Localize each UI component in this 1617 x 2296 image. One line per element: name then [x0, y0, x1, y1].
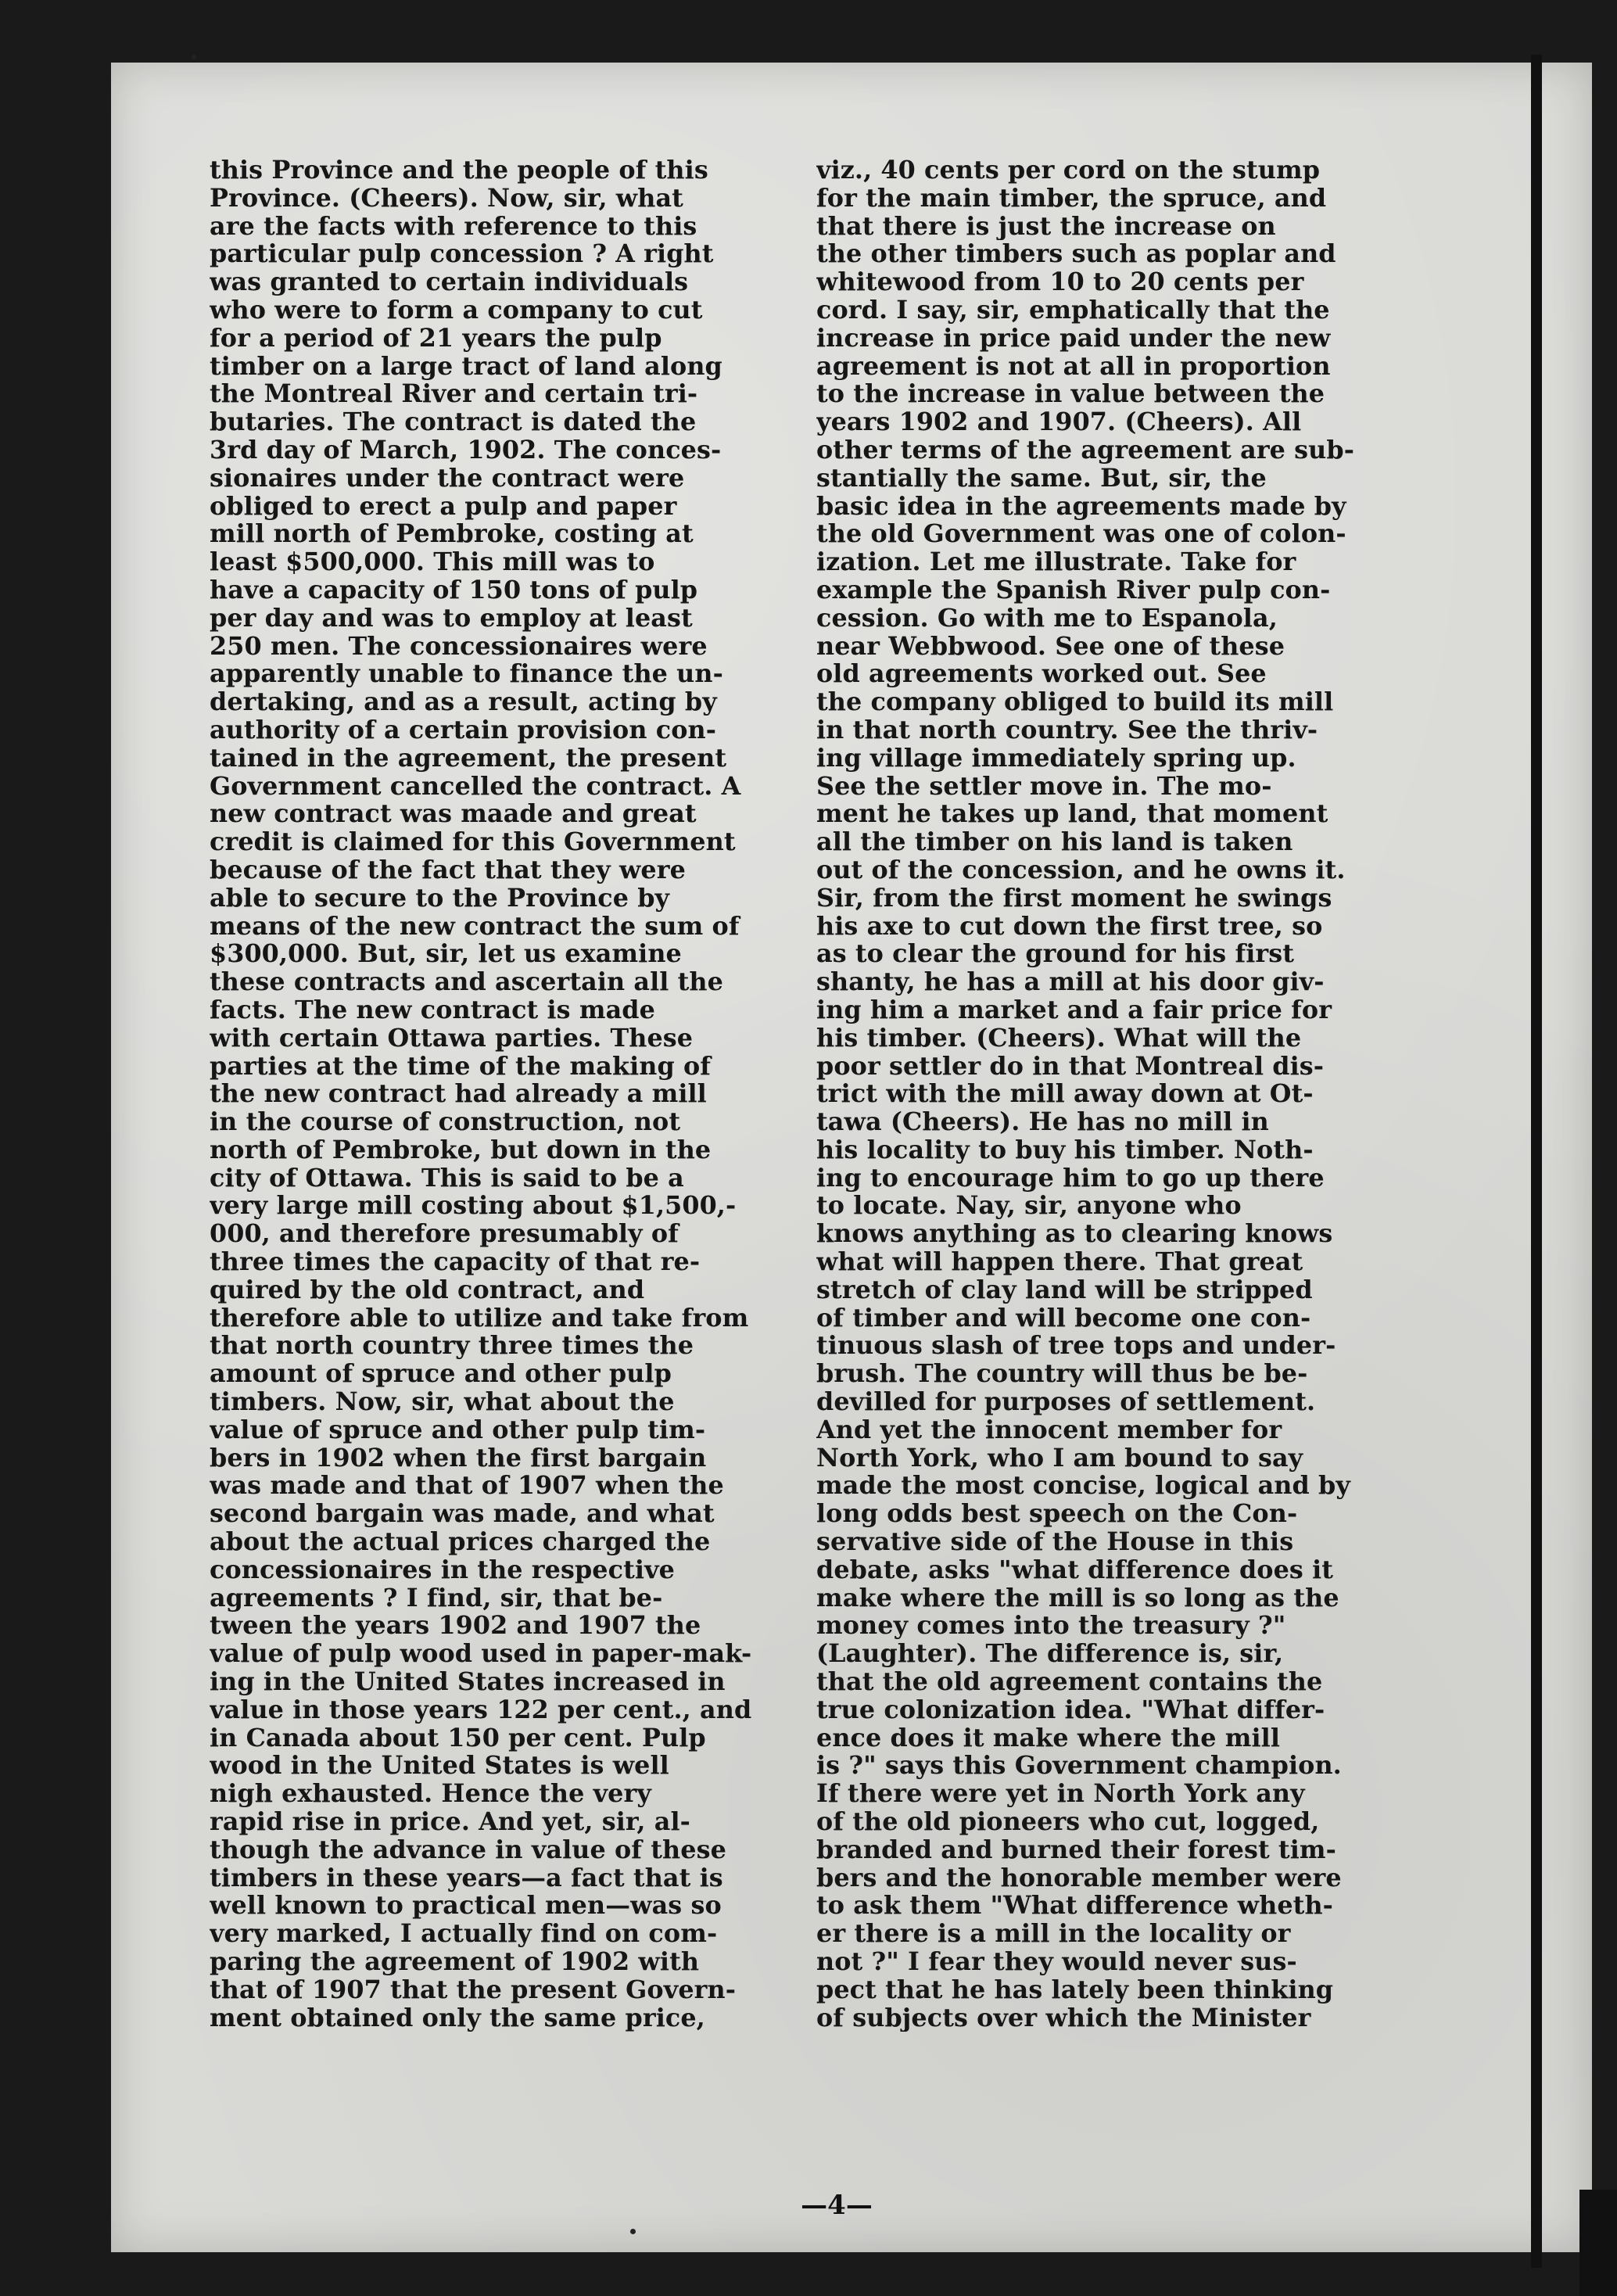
text-line: Sir, from the first moment he swings — [816, 884, 1332, 913]
text-line: what will happen there. That great — [816, 1248, 1303, 1276]
text-line: old agreements worked out. See — [816, 660, 1267, 689]
text-line: amount of spruce and other pulp — [210, 1360, 672, 1389]
text-line: example the Spanish River pulp con- — [816, 576, 1331, 604]
text-line: least $500,000. This mill was to — [210, 548, 655, 576]
text-line: out of the concession, and he owns it. — [816, 856, 1346, 884]
text-line: tained in the agreement, the present — [210, 744, 727, 773]
text-line: make where the mill is so long as the — [816, 1584, 1339, 1613]
text-line: to ask them "What difference wheth- — [816, 1892, 1333, 1921]
ink-speck — [192, 55, 196, 59]
text-line: near Webbwood. See one of these — [816, 632, 1285, 661]
text-line: (Laughter). The difference is, sir, — [816, 1640, 1284, 1669]
text-line: cord. I say, sir, emphatically that the — [816, 296, 1330, 325]
text-line: trict with the mill away down at Ot- — [816, 1080, 1314, 1109]
text-line: the Montreal River and certain tri- — [210, 380, 698, 409]
text-line: nigh exhausted. Hence the very — [210, 1780, 651, 1809]
ink-speck — [630, 2229, 636, 2234]
text-line: brush. The country will thus be be- — [816, 1360, 1308, 1389]
text-line: that the old agreement contains the — [816, 1668, 1323, 1696]
text-line: obliged to erect a pulp and paper — [210, 492, 677, 521]
text-line: these contracts and ascertain all the — [210, 968, 723, 996]
right-text-column — [816, 156, 1403, 2032]
text-line: poor settler do in that Montreal dis- — [816, 1052, 1325, 1081]
text-line: about the actual prices charged the — [210, 1528, 711, 1556]
text-line: Government cancelled the contract. A — [210, 772, 741, 801]
text-line: quired by the old contract, and — [210, 1275, 645, 1304]
text-line: 000, and therefore presumably of — [210, 1220, 679, 1249]
text-line: three times the capacity of that re- — [210, 1248, 701, 1276]
text-line: viz., 40 cents per cord on the stump — [816, 156, 1321, 185]
text-line: value in those years 122 per cent., and — [210, 1695, 752, 1724]
text-line: Province. (Cheers). Now, sir, what — [210, 184, 683, 213]
text-line: for a period of 21 years the pulp — [210, 324, 662, 353]
text-line: not ?" I fear they would never sus- — [816, 1948, 1297, 1976]
text-line: If there were yet in North York any — [816, 1780, 1305, 1809]
text-line: increase in price paid under the new — [816, 324, 1331, 353]
text-line: dertaking, and as a result, acting by — [210, 688, 717, 716]
text-line: years 1902 and 1907. (Cheers). All — [816, 408, 1302, 436]
text-line: agreements ? I find, sir, that be- — [210, 1584, 663, 1613]
text-line: 3rd day of March, 1902. The conces- — [210, 436, 722, 465]
text-line: value of pulp wood used in paper-mak- — [210, 1640, 752, 1669]
text-line: his locality to buy his timber. Noth- — [816, 1135, 1314, 1164]
text-line: pect that he has lately been thinking — [816, 1975, 1334, 2004]
text-line: ence does it make where the mill — [816, 1724, 1281, 1752]
text-line: tinuous slash of tree tops and under- — [816, 1332, 1336, 1361]
text-line: in the course of construction, not — [210, 1108, 681, 1136]
text-line: stretch of clay land will be stripped — [816, 1275, 1313, 1304]
text-line: to locate. Nay, sir, anyone who — [816, 1192, 1242, 1221]
text-line: mill north of Pembroke, costing at — [210, 520, 694, 549]
text-line: ing village immediately spring up. — [816, 744, 1296, 773]
text-line: as to clear the ground for his first — [816, 940, 1295, 969]
text-line: North York, who I am bound to say — [816, 1444, 1303, 1473]
page-edge-divider — [1531, 55, 1542, 2268]
text-line: in that north country. See the thriv- — [816, 716, 1318, 744]
text-line: butaries. The contract is dated the — [210, 408, 697, 436]
text-line: to the increase in value between the — [816, 380, 1325, 409]
text-line: this Province and the people of this — [210, 156, 708, 185]
text-line: his axe to cut down the first tree, so — [816, 912, 1323, 941]
text-line: ing him a market and a fair price for — [816, 996, 1332, 1024]
text-line: 250 men. The concessionaires were — [210, 632, 708, 661]
text-line: See the settler move in. The mo- — [816, 772, 1272, 801]
text-line: of the old pioneers who cut, logged, — [816, 1808, 1320, 1836]
text-line: agreement is not at all in proportion — [816, 352, 1331, 381]
text-line: devilled for purposes of settlement. — [816, 1388, 1316, 1416]
text-line: bers and the honorable member were — [816, 1864, 1342, 1892]
text-line: per day and was to employ at least — [210, 604, 693, 633]
text-line: was granted to certain individuals — [210, 268, 689, 296]
text-line: the other timbers such as poplar and — [816, 240, 1336, 269]
text-line: tween the years 1902 and 1907 the — [210, 1612, 701, 1641]
text-line: the new contract had already a mill — [210, 1080, 707, 1109]
text-line: $300,000. But, sir, let us examine — [210, 940, 682, 969]
text-line: ing to encourage him to go up there — [816, 1164, 1325, 1193]
text-line: credit is claimed for this Government — [210, 828, 736, 856]
text-line: his timber. (Cheers). What will the — [816, 1024, 1302, 1053]
text-line: is ?" says this Government champion. — [816, 1752, 1342, 1781]
text-line: tawa (Cheers). He has no mill in — [816, 1108, 1269, 1136]
text-line: authority of a certain provision con- — [210, 716, 717, 744]
text-line: have a capacity of 150 tons of pulp — [210, 576, 698, 604]
text-line: all the timber on his land is taken — [816, 828, 1293, 856]
text-line: therefore able to utilize and take from — [210, 1304, 749, 1333]
text-line: timbers. Now, sir, what about the — [210, 1388, 675, 1416]
text-line: well known to practical men—was so — [210, 1892, 722, 1921]
text-line: city of Ottawa. This is said to be a — [210, 1164, 684, 1193]
text-line: concessionaires in the respective — [210, 1555, 675, 1584]
text-line: that there is just the increase on — [816, 212, 1276, 241]
text-line: wood in the United States is well — [210, 1752, 669, 1781]
text-line: servative side of the House in this — [816, 1528, 1294, 1556]
text-line: stantially the same. But, sir, the — [816, 464, 1267, 493]
text-line: timbers in these years—a fact that is — [210, 1864, 723, 1892]
text-line: paring the agreement of 1902 with — [210, 1948, 700, 1976]
text-line: very marked, I actually find on com- — [210, 1920, 718, 1948]
text-line: that of 1907 that the present Govern- — [210, 1975, 737, 2004]
text-line: value of spruce and other pulp tim- — [210, 1415, 706, 1444]
text-line: for the main timber, the spruce, and — [816, 184, 1327, 213]
text-line: apparently unable to finance the un- — [210, 660, 723, 689]
text-line: was made and that of 1907 when the — [210, 1472, 724, 1501]
page-number: —4— — [801, 2190, 873, 2221]
text-line: able to secure to the Province by — [210, 884, 670, 913]
text-line: basic idea in the agreements made by — [816, 492, 1346, 521]
text-line: er there is a mill in the locality or — [816, 1920, 1291, 1948]
text-line: cession. Go with me to Espanola, — [816, 604, 1278, 633]
text-line: are the facts with reference to this — [210, 212, 697, 241]
text-line: in Canada about 150 per cent. Pulp — [210, 1724, 706, 1752]
text-line: the company obliged to build its mill — [816, 688, 1334, 716]
text-line: with certain Ottawa parties. These — [210, 1024, 694, 1053]
text-line: of subjects over which the Minister — [816, 2004, 1311, 2032]
text-line: branded and burned their forest tim- — [816, 1835, 1336, 1864]
text-line: ization. Let me illustrate. Take for — [816, 548, 1296, 576]
text-line: parties at the time of the making of — [210, 1052, 712, 1081]
text-line: rapid rise in price. And yet, sir, al- — [210, 1808, 690, 1836]
text-line: other terms of the agreement are sub- — [816, 436, 1355, 465]
text-line: shanty, he has a mill at his door giv- — [816, 968, 1325, 996]
text-line: debate, asks "what difference does it — [816, 1555, 1334, 1584]
text-line: facts. The new contract is made — [210, 996, 655, 1024]
text-line: very large mill costing about $1,500,- — [210, 1192, 737, 1221]
text-line: though the advance in value of these — [210, 1835, 726, 1864]
text-line: knows anything as to clearing knows — [816, 1220, 1333, 1249]
text-line: long odds best speech on the Con- — [816, 1500, 1298, 1529]
text-line: means of the new contract the sum of — [210, 912, 740, 941]
text-line: made the most concise, logical and by — [816, 1472, 1350, 1501]
text-line: north of Pembroke, but down in the — [210, 1135, 712, 1164]
text-line: whitewood from 10 to 20 cents per — [816, 268, 1304, 296]
text-line: ment obtained only the same price, — [210, 2004, 705, 2032]
text-line: new contract was maade and great — [210, 800, 697, 829]
text-line: of timber and will become one con- — [816, 1304, 1311, 1333]
text-line: second bargain was made, and what — [210, 1500, 715, 1529]
text-line: true colonization idea. "What differ- — [816, 1695, 1325, 1724]
left-text-column — [210, 156, 791, 2032]
text-line: money comes into the treasury ?" — [816, 1612, 1286, 1641]
text-line: who were to form a company to cut — [210, 296, 703, 325]
text-line: timber on a large tract of land along — [210, 352, 722, 381]
text-line: the old Government was one of colon- — [816, 520, 1346, 549]
text-line: that north country three times the — [210, 1332, 694, 1361]
text-line: bers in 1902 when the first bargain — [210, 1444, 707, 1473]
page-corner-shadow — [1579, 2190, 1617, 2296]
text-line: ment he takes up land, that moment — [816, 800, 1328, 829]
text-line: sionaires under the contract were — [210, 464, 685, 493]
text-line: because of the fact that they were — [210, 856, 686, 884]
text-line: particular pulp concession ? A right — [210, 240, 714, 269]
text-line: And yet the innocent member for — [816, 1415, 1282, 1444]
text-line: ing in the United States increased in — [210, 1668, 726, 1696]
